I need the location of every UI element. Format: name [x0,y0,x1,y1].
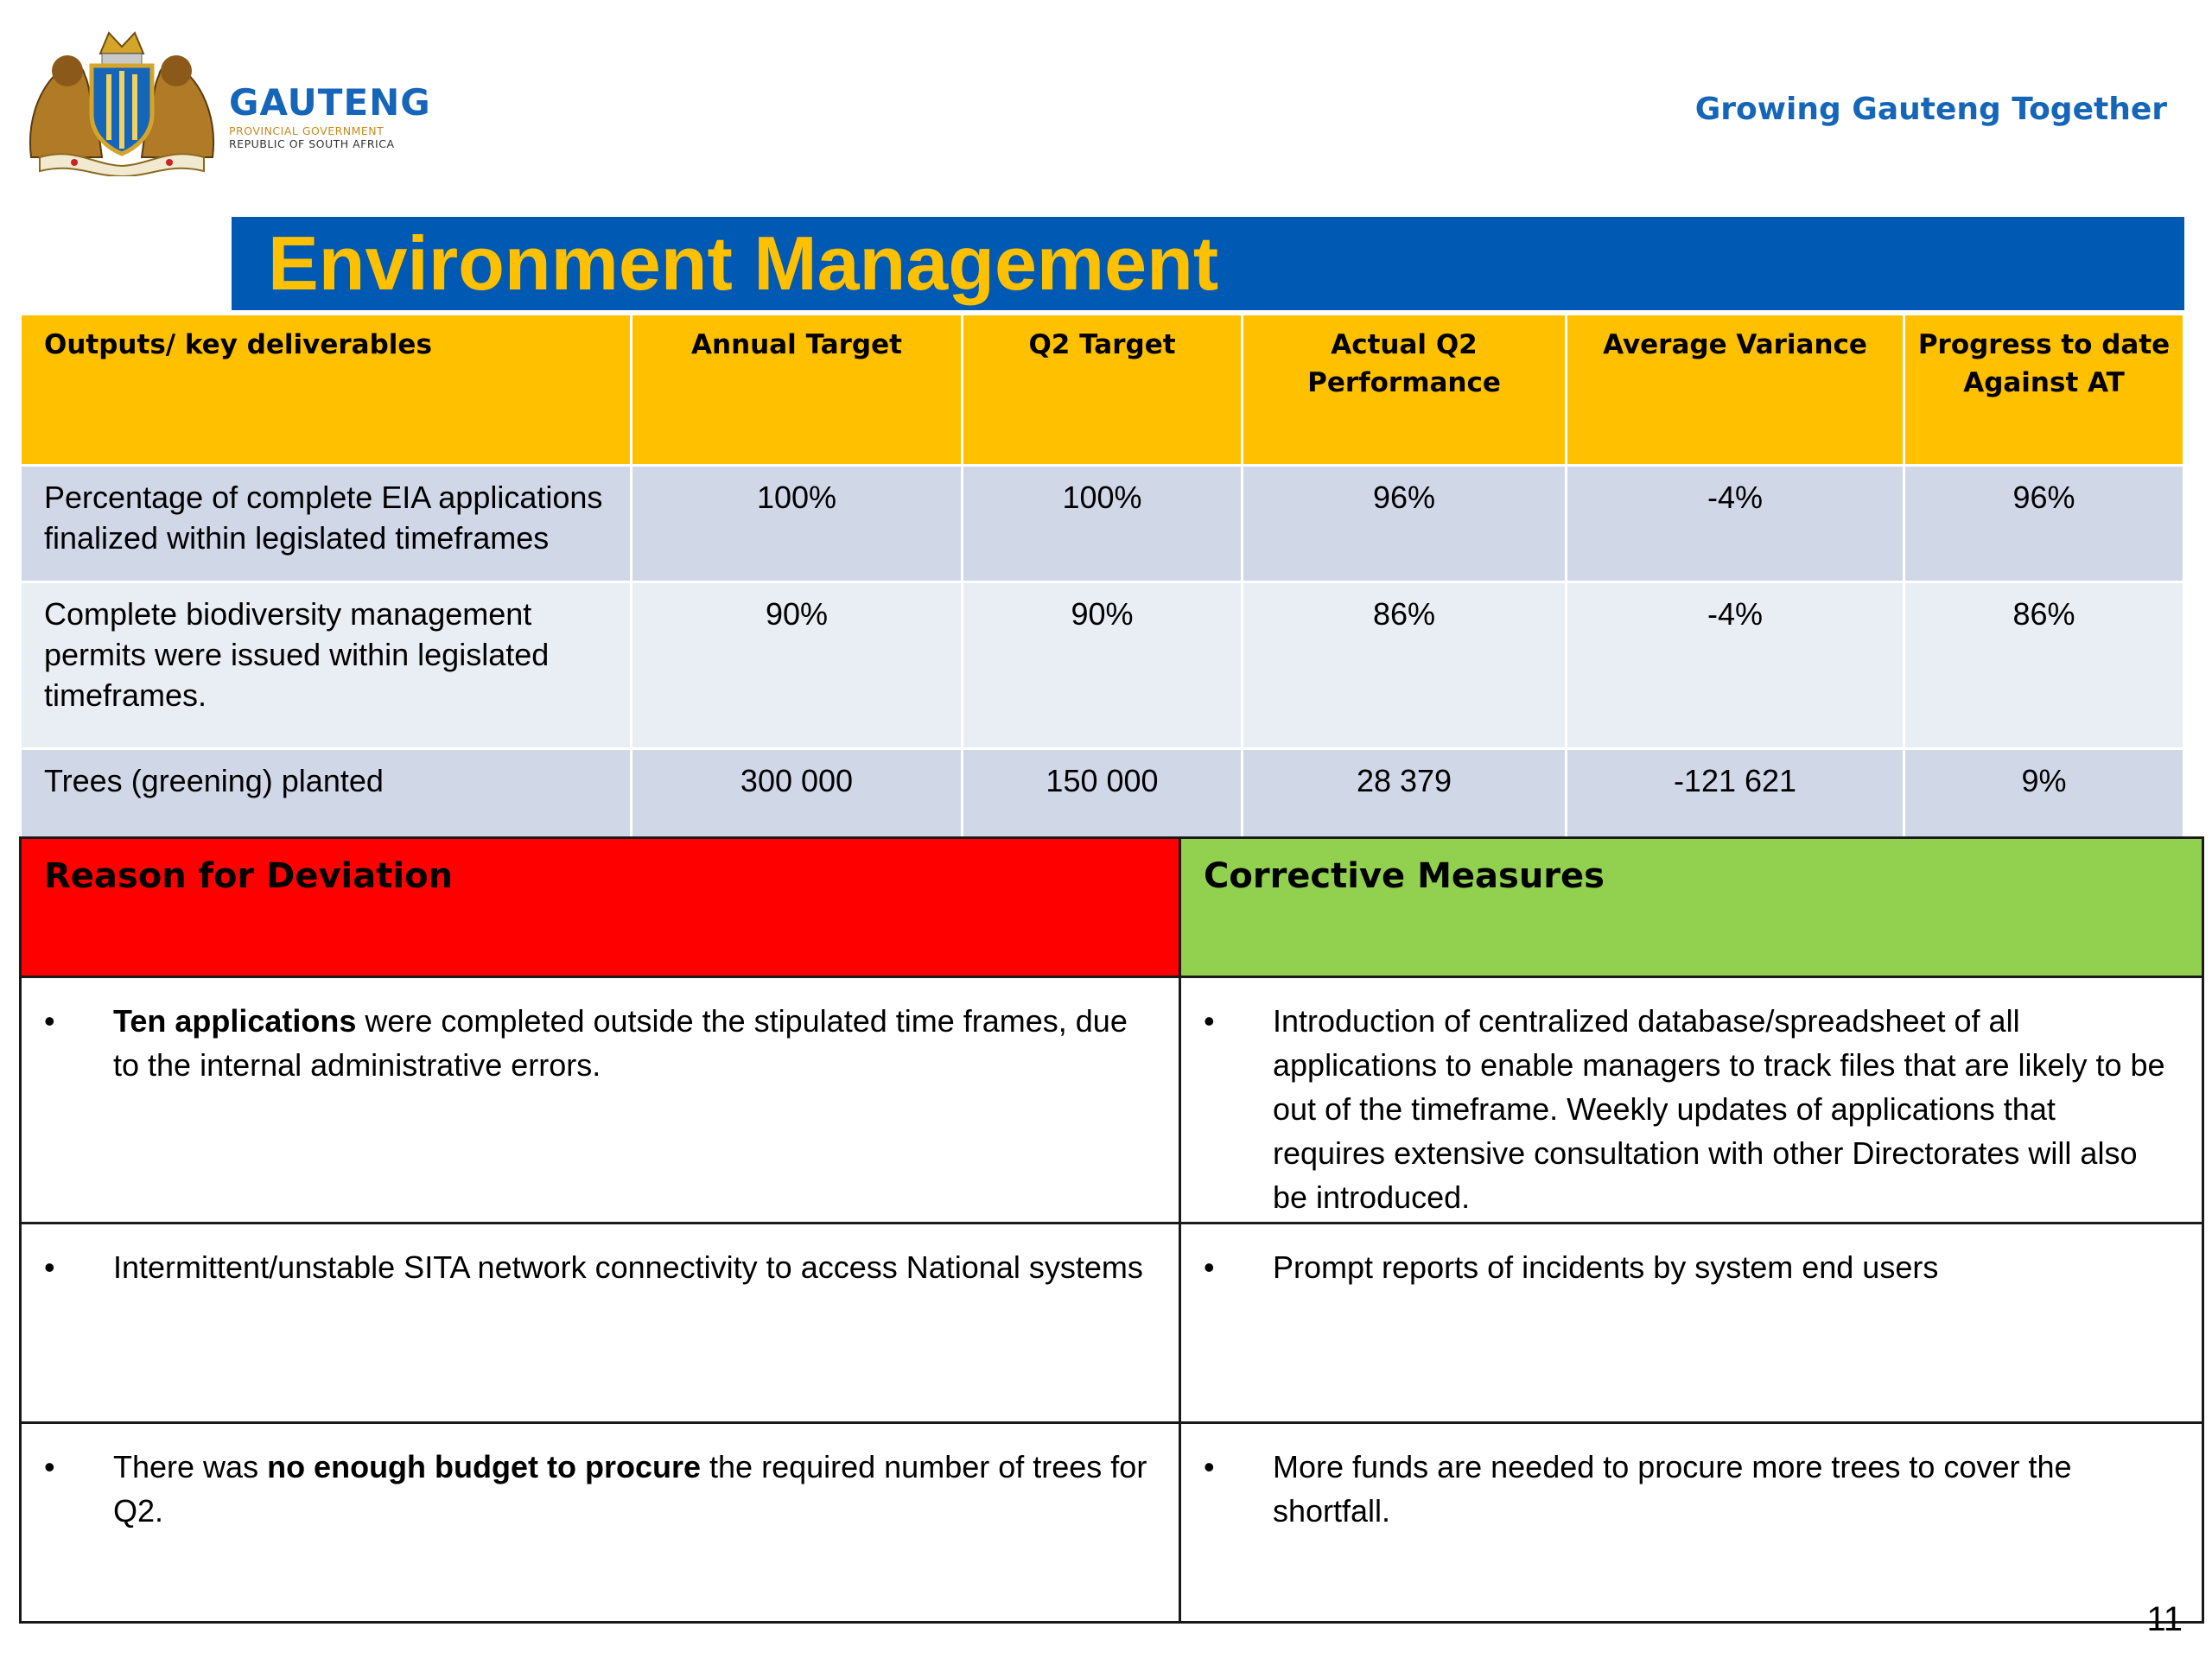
org-subtitle: PROVINCIAL GOVERNMENT [229,124,385,137]
reason-cell [21,1224,1180,1423]
org-name: GAUTENG [229,81,431,124]
cell-output: Trees (greening) planted [21,749,632,845]
cell-annual: 100% [632,466,963,582]
table-row [21,1224,2203,1423]
cell-progress: 96% [1904,466,2184,582]
cell-q2: 150 000 [963,749,1243,845]
cell-output: Percentage of complete EIA applications finalized within legislated timeframes [21,466,632,582]
corrective-header: Corrective Measures [1180,838,2203,977]
table-row [21,466,2184,582]
cell-annual: 300 000 [632,749,963,845]
header-actual-q2: Actual Q2 Performance [1243,315,1567,466]
gauteng-coat-of-arms-icon [22,28,221,176]
cell-variance: -4% [1567,582,1904,749]
reason-text: Intermittent/unstable SITA network connectivity to access National systems [113,1249,1143,1285]
cell-actual: 28 379 [1243,749,1567,845]
table-row [21,977,2203,1224]
page-title: Environment Management [268,220,1219,306]
reason-rest: were completed outside the stipulated time frames, due to the internal administrative errors. [113,1003,1128,1083]
reason-header: Reason for Deviation [21,838,1180,977]
header-average-variance: Average Variance [1567,315,1904,466]
bullet: • [44,1449,55,1484]
header-q2-target: Q2 Target [963,315,1243,466]
header-outputs: Outputs/ key deliverables [21,315,632,466]
bullet: • [44,1249,55,1285]
bullet: • [1204,1249,1215,1285]
cell-q2: 100% [963,466,1243,582]
reason-text [113,999,1153,1087]
cell-actual: 96% [1243,466,1567,582]
reason-bold: no enough budget to procure [267,1449,702,1484]
bullet: • [1204,1003,1215,1039]
measure-text: Introduction of centralized database/spreadsheet of all applications to enable managers to track files that are likely to be out of the timeframe. Weekly updates of applications that requires extensive consultation with other Directorates will also be introduced. [1273,1003,2165,1215]
page-number: 11 [2146,1600,2183,1638]
kpi-table [19,313,2185,846]
org-country: REPUBLIC OF SOUTH AFRICA [229,137,395,150]
reason-cell [21,977,1180,1224]
deviation-table [19,836,2204,1624]
reason-text [113,1445,1153,1533]
org-block [229,81,431,150]
cell-output: Complete biodiversity management permits were issued within legislated timeframes. [21,582,632,749]
reason-cell [21,1423,1180,1623]
cell-annual: 90% [632,582,963,749]
header-annual-target: Annual Target [632,315,963,466]
tagline: Growing Gauteng Together [1694,92,2167,127]
measure-cell [1180,1423,2203,1623]
cell-progress: 86% [1904,582,2184,749]
bullet: • [1204,1449,1215,1484]
measure-cell [1180,977,2203,1224]
reason-bold: Ten applications [113,1003,357,1039]
cell-q2: 90% [963,582,1243,749]
kpi-header-row [21,315,2184,466]
measure-text: Prompt reports of incidents by system end users [1273,1249,1939,1285]
reason-pre: There was [113,1449,268,1484]
cell-variance: -121 621 [1567,749,1904,845]
bullet: • [44,1003,55,1039]
table-row [21,749,2184,845]
measure-text: More funds are needed to procure more trees to cover the shortfall. [1273,1449,2072,1529]
deviation-header-row [21,838,2203,977]
cell-progress: 9% [1904,749,2184,845]
title-band [232,217,2184,310]
table-row [21,1423,2203,1623]
measure-cell [1180,1224,2203,1423]
reason-post: the required number of trees for Q2. [113,1449,1147,1529]
header-progress: Progress to date Against AT [1904,315,2184,466]
table-row [21,582,2184,749]
cell-variance: -4% [1567,466,1904,582]
cell-actual: 86% [1243,582,1567,749]
